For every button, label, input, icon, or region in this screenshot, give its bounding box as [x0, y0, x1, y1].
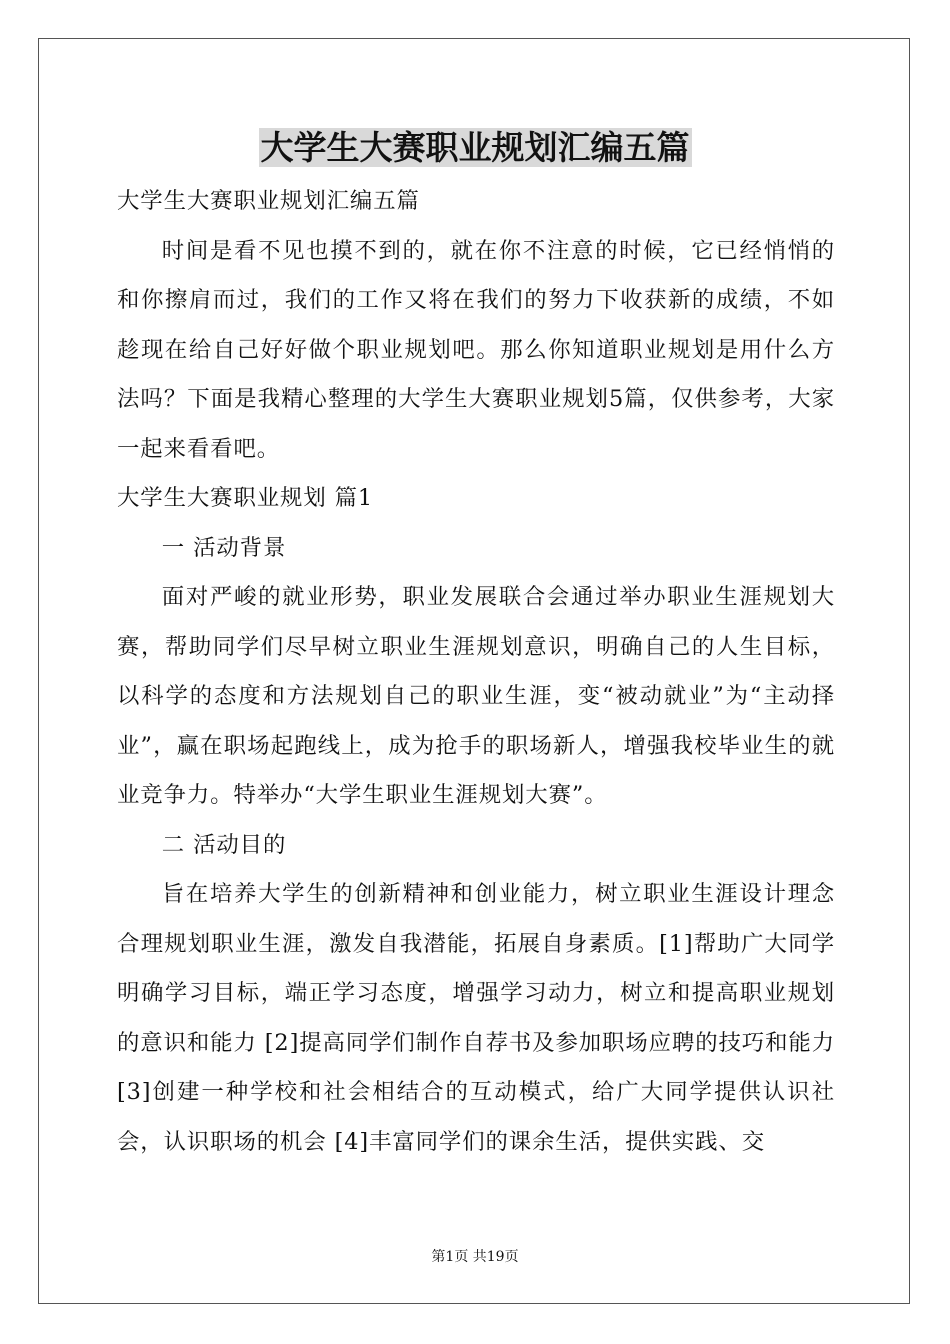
document-body [117, 177, 835, 1167]
subtitle: 大学生大赛职业规划汇编五篇 [117, 188, 420, 214]
document-title-text: 大学生大赛职业规划汇编五篇 [260, 128, 690, 167]
paragraph-purpose: 旨在培养大学生的创新精神和创业能力，树立职业生涯设计理念合理规划职业生涯，激发自我潜能，拓展自身素质。[1]帮助广大同学明确学习目标，端正学习态度，增强学习动力，树立和提高职业规划的意识和能力 [2]提高同学们制作自荐书及参加职场应聘的技巧和能力 [3]创建一种学校和社会相结合的互动模式，给广大同学提供认识社会，认识职场的机会 [4]丰富同学们的课余生活，提供实践、交 [117, 881, 835, 1155]
heading-purpose: 二 活动目的 [161, 831, 287, 858]
page-footer: 第1页 共19页 [431, 1249, 519, 1265]
section-heading: 大学生大赛职业规划 篇1 [117, 485, 374, 511]
intro-paragraph: 时间是看不见也摸不到的，就在你不注意的时候，它已经悄悄的和你擦肩而过，我们的工作又将在我们的努力下收获新的成绩，不如趁现在给自己好好做个职业规划吧。那么你知道职业规划是用什么方法吗？下面是我精心整理的大学生大赛职业规划5篇，仅供参考，大家一起来看看吧。 [117, 237, 835, 462]
heading-background: 一 活动背景 [161, 534, 287, 561]
document-title [0, 126, 950, 170]
paragraph-background: 面对严峻的就业形势，职业发展联合会通过举办职业生涯规划大赛，帮助同学们尽早树立职业生涯规划意识，明确自己的人生目标，以科学的态度和方法规划自己的职业生涯，变“被动就业”为“主动择业”，赢在职场起跑线上，成为抢手的职场新人，增强我校毕业生的就业竞争力。特举办“大学生职业生涯规划大赛”。 [117, 584, 835, 808]
